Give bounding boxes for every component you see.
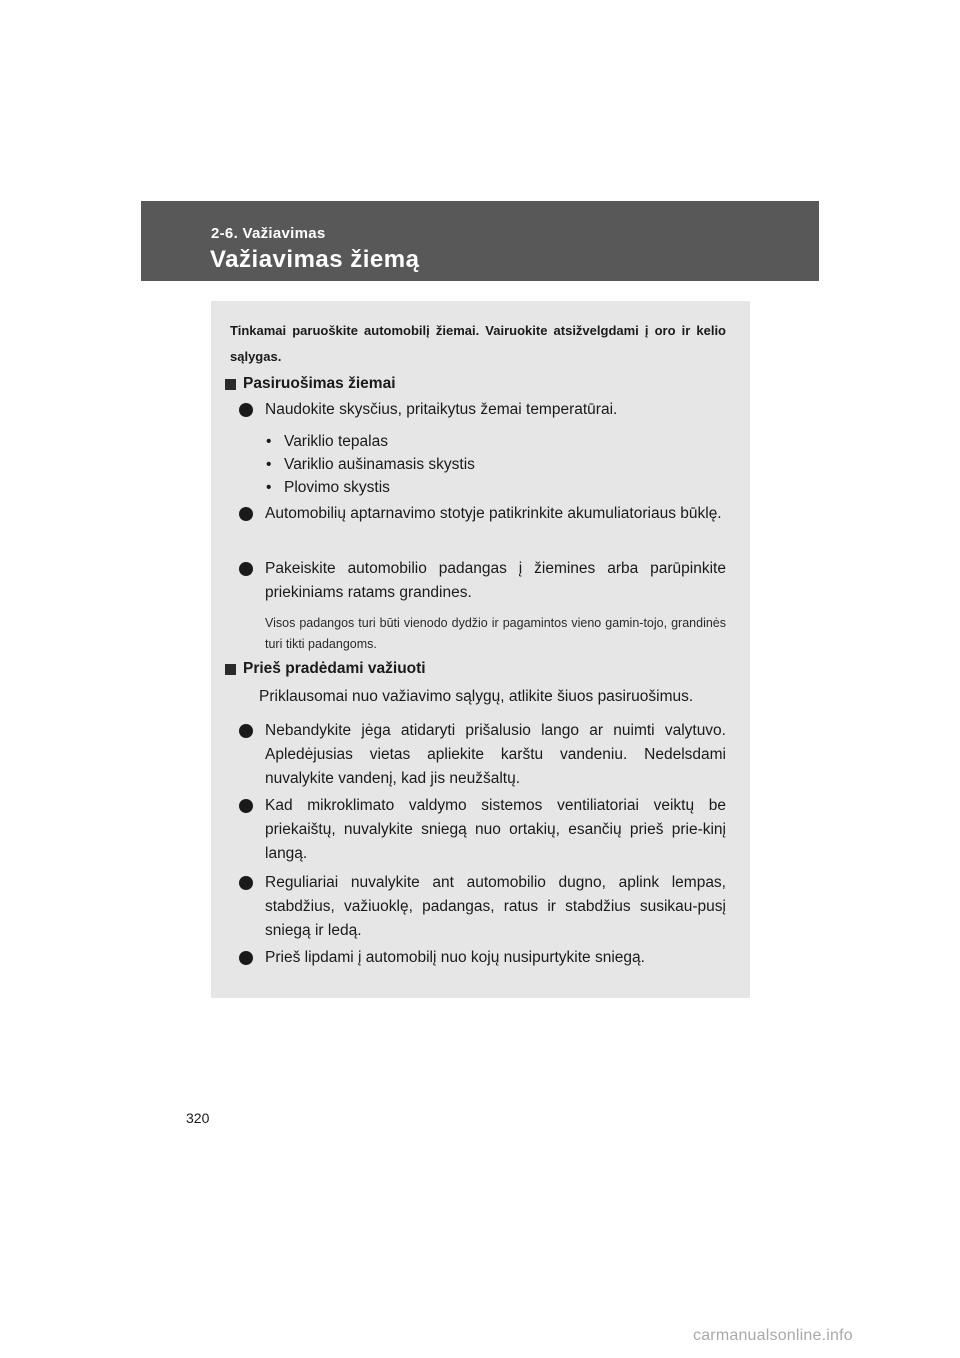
- round-bullet-icon: [239, 876, 253, 890]
- heading-text: Prieš pradėdami važiuoti: [243, 660, 426, 677]
- bullet-item: [239, 871, 726, 943]
- sub-item: [266, 430, 388, 453]
- square-bullet-icon: [225, 664, 236, 675]
- bullet-item: [239, 794, 726, 866]
- watermark-link[interactable]: carmanualsonline.info: [693, 1327, 853, 1344]
- bullet-text: Naudokite skysčius, pritaikytus žemai temperatūrai.: [265, 401, 618, 418]
- round-bullet-icon: [239, 507, 253, 521]
- bullet-item: [239, 719, 726, 791]
- square-bullet-icon: [225, 379, 236, 390]
- heading-before-driving: [225, 660, 426, 678]
- bullet-text: Prieš lipdami į automobilį nuo kojų nusipurtykite sniegą.: [265, 949, 645, 966]
- section-intro-text: Priklausomai nuo važiavimo sąlygų, atlikite šiuos pasiruošimus.: [259, 688, 694, 705]
- heading-text: Pasiruošimas žiemai: [243, 375, 396, 392]
- bullet-item: [239, 398, 726, 422]
- round-bullet-icon: [239, 724, 253, 738]
- bullet-item: [239, 557, 726, 605]
- round-bullet-icon: [239, 403, 253, 417]
- dot-marker-icon: •: [266, 456, 272, 473]
- dot-marker-icon: •: [266, 479, 272, 496]
- section-label: 2-6. Važiavimas: [211, 225, 326, 242]
- bullet-text: Kad mikroklimato valdymo sistemos ventiliatoriai veiktų be priekaištų, nuvalykite sniegą nuo ortakių, esančių prieš prie-kinį langą.: [265, 797, 726, 862]
- note-text: Visos padangos turi būti vienodo dydžio ir pagamintos vieno gamin-tojo, grandinės turi tikti padangoms.: [265, 616, 726, 651]
- section-header-band: [141, 201, 819, 281]
- round-bullet-icon: [239, 951, 253, 965]
- round-bullet-icon: [239, 799, 253, 813]
- sub-item: [266, 476, 390, 499]
- bullet-item: [239, 502, 726, 526]
- sub-item: [266, 453, 475, 476]
- bullet-text: Nebandykite jėga atidaryti prišalusio lango ar nuimti valytuvo. Apledėjusias vietas apliekite karštu vandeniu. Nedelsdami nuvalykite vandenį, kad jis neužšaltų.: [265, 722, 726, 787]
- dot-marker-icon: •: [266, 433, 272, 450]
- page-number: 320: [186, 1110, 210, 1126]
- bullet-text: Reguliariai nuvalykite ant automobilio dugno, aplink lempas, stabdžius, važiuoklę, padangas, ratus ir stabdžius susikau-pusį sniegą ir ledą.: [265, 874, 726, 939]
- bullet-item: [239, 946, 726, 970]
- sub-item-text: Variklio tepalas: [284, 433, 388, 450]
- page-title: Važiavimas žiemą: [210, 246, 420, 273]
- content-box: [211, 301, 750, 998]
- round-bullet-icon: [239, 562, 253, 576]
- heading-winter-preparation: [225, 375, 396, 393]
- sub-item-text: Plovimo skystis: [284, 479, 390, 496]
- bullet-text: Automobilių aptarnavimo stotyje patikrinkite akumuliatoriaus būklę.: [265, 505, 722, 522]
- sub-item-text: Variklio aušinamasis skystis: [284, 456, 475, 473]
- intro-text: Tinkamai paruoškite automobilį žiemai. Vairuokite atsižvelgdami į oro ir kelio sąlygas.: [230, 323, 726, 364]
- bullet-text: Pakeiskite automobilio padangas į žiemines arba parūpinkite priekiniams ratams grandines.: [265, 560, 726, 601]
